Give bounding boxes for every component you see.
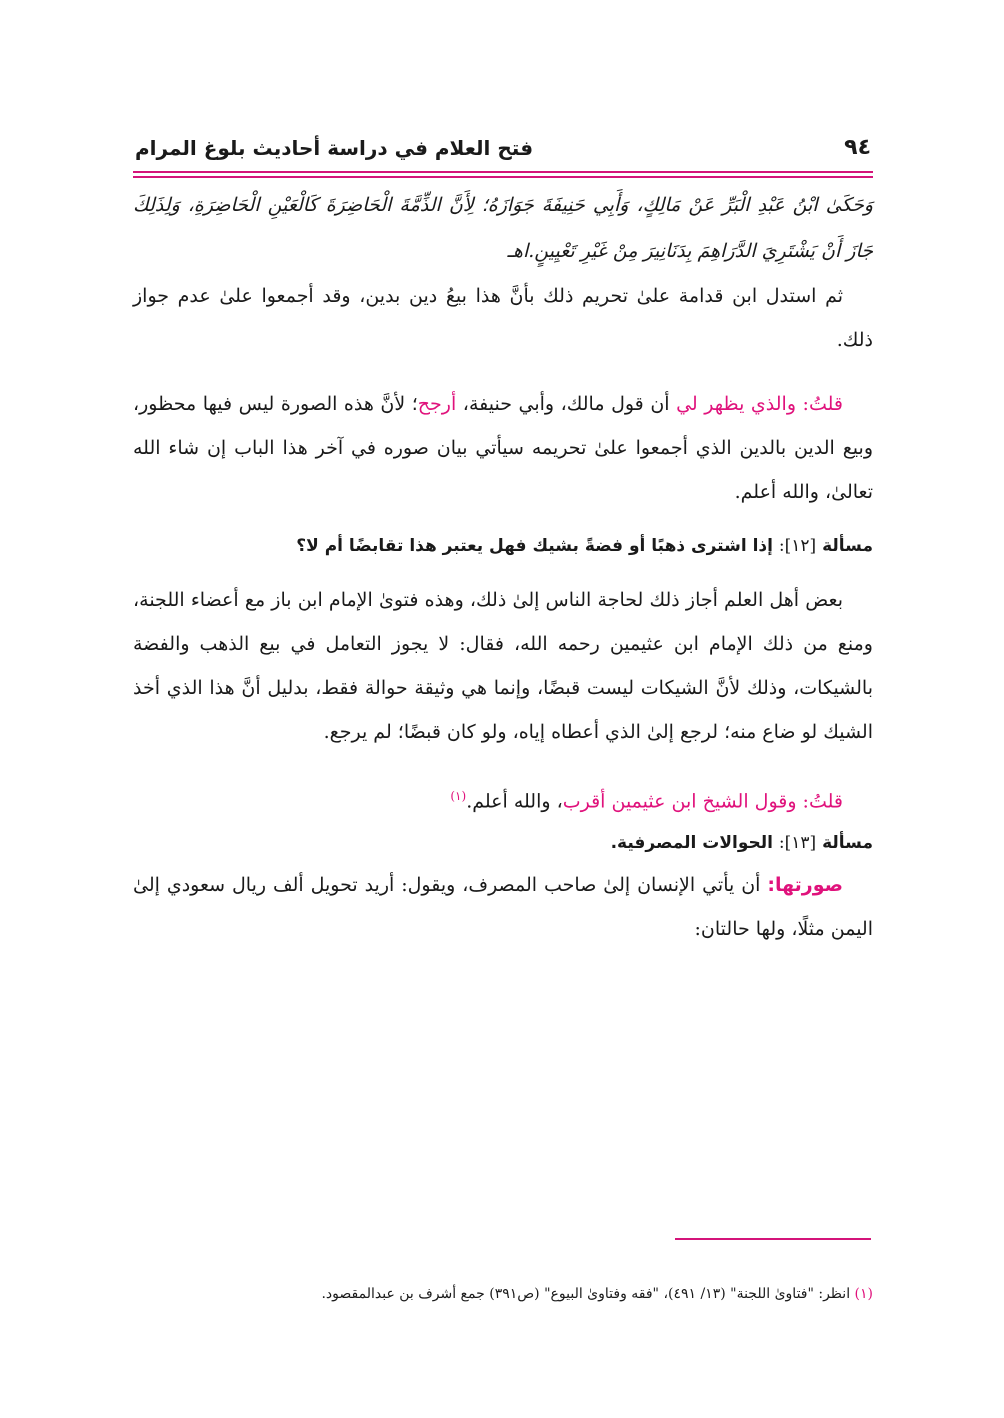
paragraph-cheques: بعض أهل العلم أجاز ذلك لحاجة الناس إلىٰ ذلك، وهذه فتوىٰ الإمام ابن باز مع أعضاء اللجنة، ومنع من ذلك الإمام ابن عثيمين رحمه الله، فقال: لا يجوز التعامل في بيع الذهب والفضة بالشيكات، وذلك لأنَّ الشيكات ليست قبضًا، وإنما هي وثيقة حوالة فقط، بدليل أنَّ هذا الذي أخذ الشيك لو ضاع منه؛ لرجع إلىٰ الذي أعطاه إياه، ولو كان قبضًا؛ لم يرجع.	[133, 589, 873, 743]
footnote-rule	[675, 1238, 871, 1240]
paragraph-transfer	[133, 863, 873, 951]
page-header	[135, 133, 871, 163]
spacer	[133, 514, 873, 526]
quoted-text: وَحَكَىٰ ابْنُ عَبْدِ الْبَرِّ عَنْ مَالِكٍ، وَأَبِي حَنِيفَةَ جَوَازَهُ؛ لِأَنَّ الذِّمَّةَ الْحَاضِرَةَ كَالْعَيْنِ الْحَاضِرَةِ، وَلِذَلِكَ جَازَ أَنْ يَشْتَرِيَ الدَّرَاهِمَ بِدَنَانِيرَ مِنْ غَيْرِ تَعْيِينٍ.اهـ	[133, 194, 873, 262]
book-title: فتح العلام في دراسة أحاديث بلوغ المرام	[135, 136, 534, 160]
question-title: الحوالات المصرفية.	[610, 833, 779, 854]
paragraph-ibn-qudama: ثم استدل ابن قدامة علىٰ تحريم ذلك بأنَّ هذا بيعُ دين بدين، وقد أجمعوا علىٰ عدم جواز ذلك.	[133, 285, 873, 351]
footnote-number: (١)	[854, 1286, 873, 1302]
paragraph-conclusion	[133, 774, 873, 823]
opinion-text-b: ؛ لأنَّ هذه الصورة ليس فيها محظور، وبيع الدين بالدين الذي أجمعوا علىٰ تحريمه سيأتي بيان صوره في آخر هذا الباب إن شاء الله تعالىٰ، والله أعلم.	[133, 393, 873, 503]
page-body	[133, 182, 873, 951]
spacer	[133, 566, 873, 578]
opinion-text-a: أن قول مالك، وأبي حنيفة،	[456, 393, 677, 415]
header-rule-top	[133, 171, 873, 173]
transfer-text: أن يأتي الإنسان إلىٰ صاحب المصرف، ويقول: أريد تحويل ألف ريال سعودي إلىٰ اليمن مثلًا، ولها حالتان:	[133, 874, 873, 941]
footnote-ref[interactable]: (١)	[450, 789, 467, 803]
footnote-text: انظر: "فتاوىٰ اللجنة" (١٣/ ٤٩١)، "فقه وفتاوىٰ البيوع" (ص٣٩١) جمع أشرف بن عبدالمقصود.	[321, 1286, 855, 1302]
header-rule-bottom	[133, 176, 873, 178]
opinion-preferred: أرجح	[417, 393, 457, 415]
conclusion-lead: قلتُ: وقول الشيخ ابن عثيمين أقرب	[562, 790, 843, 813]
opinion-lead: قلتُ: والذي يظهر لي	[676, 393, 843, 415]
question-13-heading	[133, 823, 873, 863]
conclusion-text: ، والله أعلم.	[466, 790, 563, 813]
question-label: مسألة	[822, 536, 873, 556]
question-number: [١٣]:	[778, 833, 817, 854]
spacer	[133, 754, 873, 774]
form-label: صورتها:	[767, 874, 843, 897]
paragraph-opinion	[133, 382, 873, 514]
question-number: [١٢]:	[778, 536, 817, 556]
question-label: مسألة	[822, 833, 873, 854]
spacer	[133, 362, 873, 382]
question-title: إذا اشترى ذهبًا أو فضةً بشيك فهل يعتبر هذا تقابضًا أم لا؟	[296, 536, 779, 556]
question-12-heading	[133, 526, 873, 566]
footnote	[133, 1283, 873, 1305]
page-number: ٩٤	[844, 135, 871, 160]
